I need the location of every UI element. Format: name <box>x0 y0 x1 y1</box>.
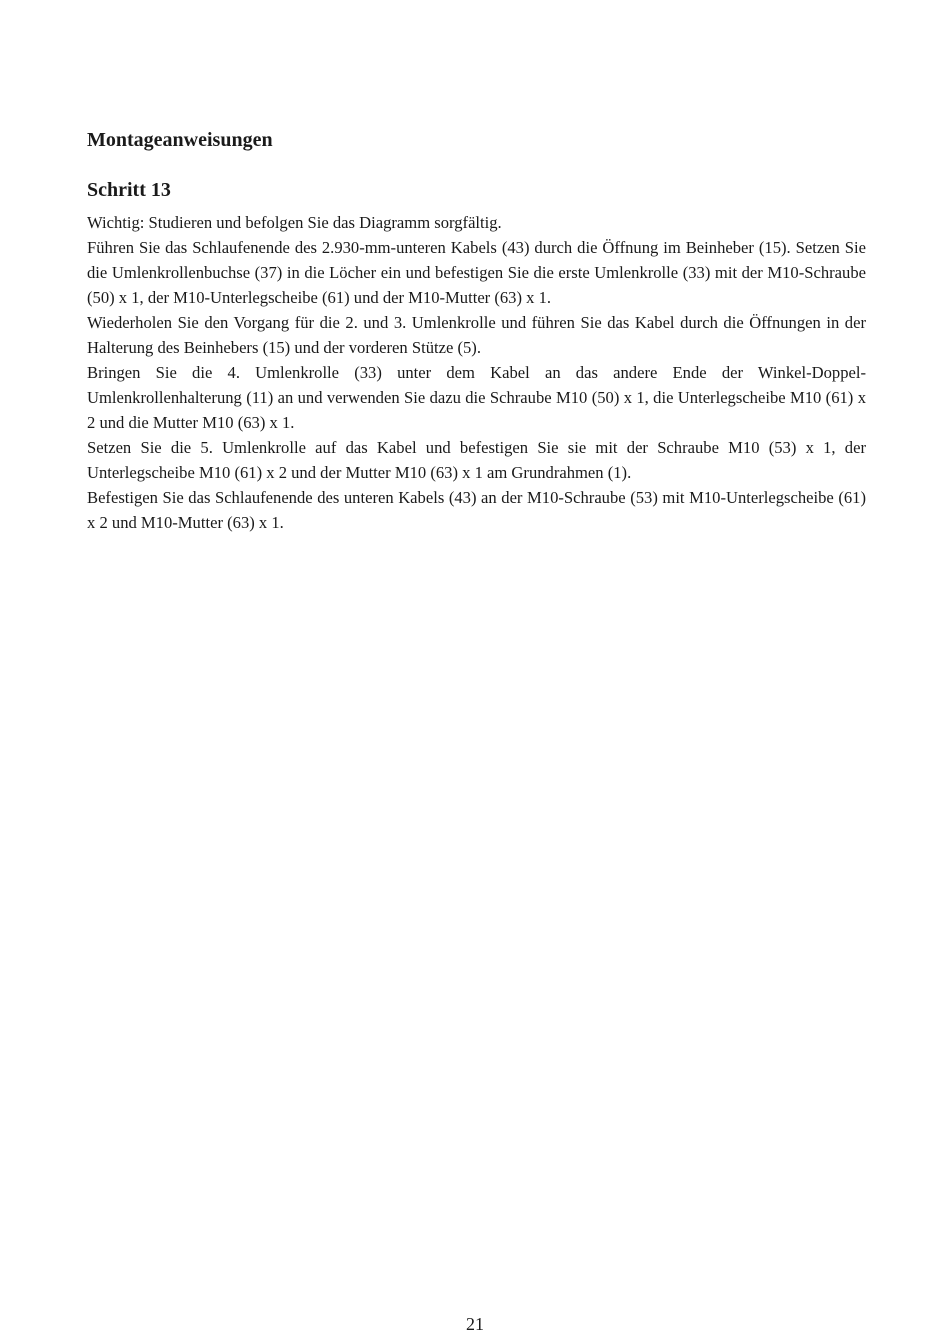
paragraph: Wiederholen Sie den Vorgang für die 2. und 3. Umlenkrolle und führen Sie das Kabel durch die Öffnungen in der Halterung des Beinhebers (15) und der vorderen Stütze (5). <box>87 313 866 357</box>
document-title: Montageanweisungen <box>87 129 273 151</box>
paragraph: Bringen Sie die 4. Umlenkrolle (33) unter dem Kabel an das andere Ende der Winkel-Doppel-Umlenkrollenhalterung (11) an und verwenden Sie dazu die Schraube M10 (50) x 1, die Unterlegscheibe M10 (61) x 2 und die Mutter M10 (63) x 1. <box>87 363 866 432</box>
paragraph: Wichtig: Studieren und befolgen Sie das Diagramm sorgfältig. <box>87 213 502 232</box>
section-heading: Schritt 13 <box>87 179 171 201</box>
page-number: 21 <box>466 1314 484 1334</box>
page-content <box>87 126 866 535</box>
paragraph: Führen Sie das Schlaufenende des 2.930-mm-unteren Kabels (43) durch die Öffnung im Beinheber (15). Setzen Sie die Umlenkrollenbuchse (37) in die Löcher ein und befestigen Sie die erste Umlenkrolle (33) mit der M10-Schraube (50) x 1, der M10-Unterlegscheibe (61) und der M10-Mutter (63) x 1. <box>87 238 866 307</box>
instruction-text <box>87 210 866 535</box>
paragraph: Setzen Sie die 5. Umlenkrolle auf das Kabel und befestigen Sie sie mit der Schraube M10 (53) x 1, der Unterlegscheibe M10 (61) x 2 und der Mutter M10 (63) x 1 am Grundrahmen (1). <box>87 438 866 482</box>
paragraph: Befestigen Sie das Schlaufenende des unteren Kabels (43) an der M10-Schraube (53) mit M10-Unterlegscheibe (61) x 2 und M10-Mutter (63) x 1. <box>87 488 866 532</box>
